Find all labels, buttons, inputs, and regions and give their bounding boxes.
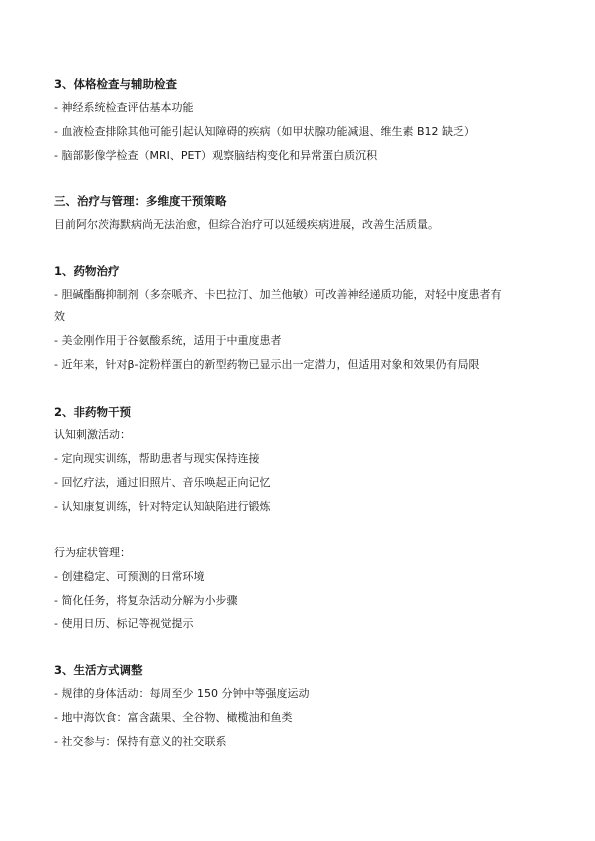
list-item: - 回忆疗法，通过旧照片、音乐唤起正向记忆: [54, 476, 271, 489]
list-item: - 神经系统检查评估基本功能: [54, 101, 194, 114]
group-label-behavior: 行为症状管理：: [54, 546, 131, 559]
section-heading-exam: 3、体格检查与辅助检查: [54, 77, 178, 91]
list-item: - 美金刚作用于谷氨酸系统，适用于中重度患者: [54, 334, 282, 347]
list-item-continuation: 效: [54, 310, 65, 323]
list-item: - 胆碱酯酶抑制剂（多奈哌齐、卡巴拉汀、加兰他敏）可改善神经递质功能，对轻中度患者有: [54, 288, 502, 301]
subheading-lifestyle: 3、生活方式调整: [54, 663, 143, 677]
list-item: - 血液检查排除其他可能引起认知障碍的疾病（如甲状腺功能减退、维生素 B12 缺乏）: [54, 125, 475, 138]
list-item: - 简化任务，将复杂活动分解为小步骤: [54, 594, 238, 607]
list-item: - 认知康复训练，针对特定认知缺陷进行锻炼: [54, 500, 271, 513]
list-item: - 使用日历、标记等视觉提示: [54, 617, 194, 630]
intro-paragraph: 目前阿尔茨海默病尚无法治愈，但综合治疗可以延缓疾病进展，改善生活质量。: [54, 218, 439, 231]
list-item: - 脑部影像学检查（MRI、PET）观察脑结构变化和异常蛋白质沉积: [54, 149, 378, 162]
list-item: - 规律的身体活动：每周至少 150 分钟中等强度运动: [54, 687, 310, 700]
subheading-drug: 1、药物治疗: [54, 264, 120, 278]
list-item: - 创建稳定、可预测的日常环境: [54, 570, 205, 583]
list-item: - 近年来，针对β-淀粉样蛋白的新型药物已显示出一定潜力，但适用对象和效果仍有局限: [54, 358, 480, 371]
subheading-nondrug: 2、非药物干预: [54, 405, 132, 419]
list-item: - 社交参与：保持有意义的社交联系: [54, 735, 227, 748]
list-item: - 地中海饮食：富含蔬果、全谷物、橄榄油和鱼类: [54, 711, 293, 724]
section-heading-treatment: 三、治疗与管理：多维度干预策略: [54, 194, 227, 208]
list-item: - 定向现实训练，帮助患者与现实保持连接: [54, 452, 260, 465]
group-label-cognitive: 认知刺激活动：: [54, 428, 131, 441]
